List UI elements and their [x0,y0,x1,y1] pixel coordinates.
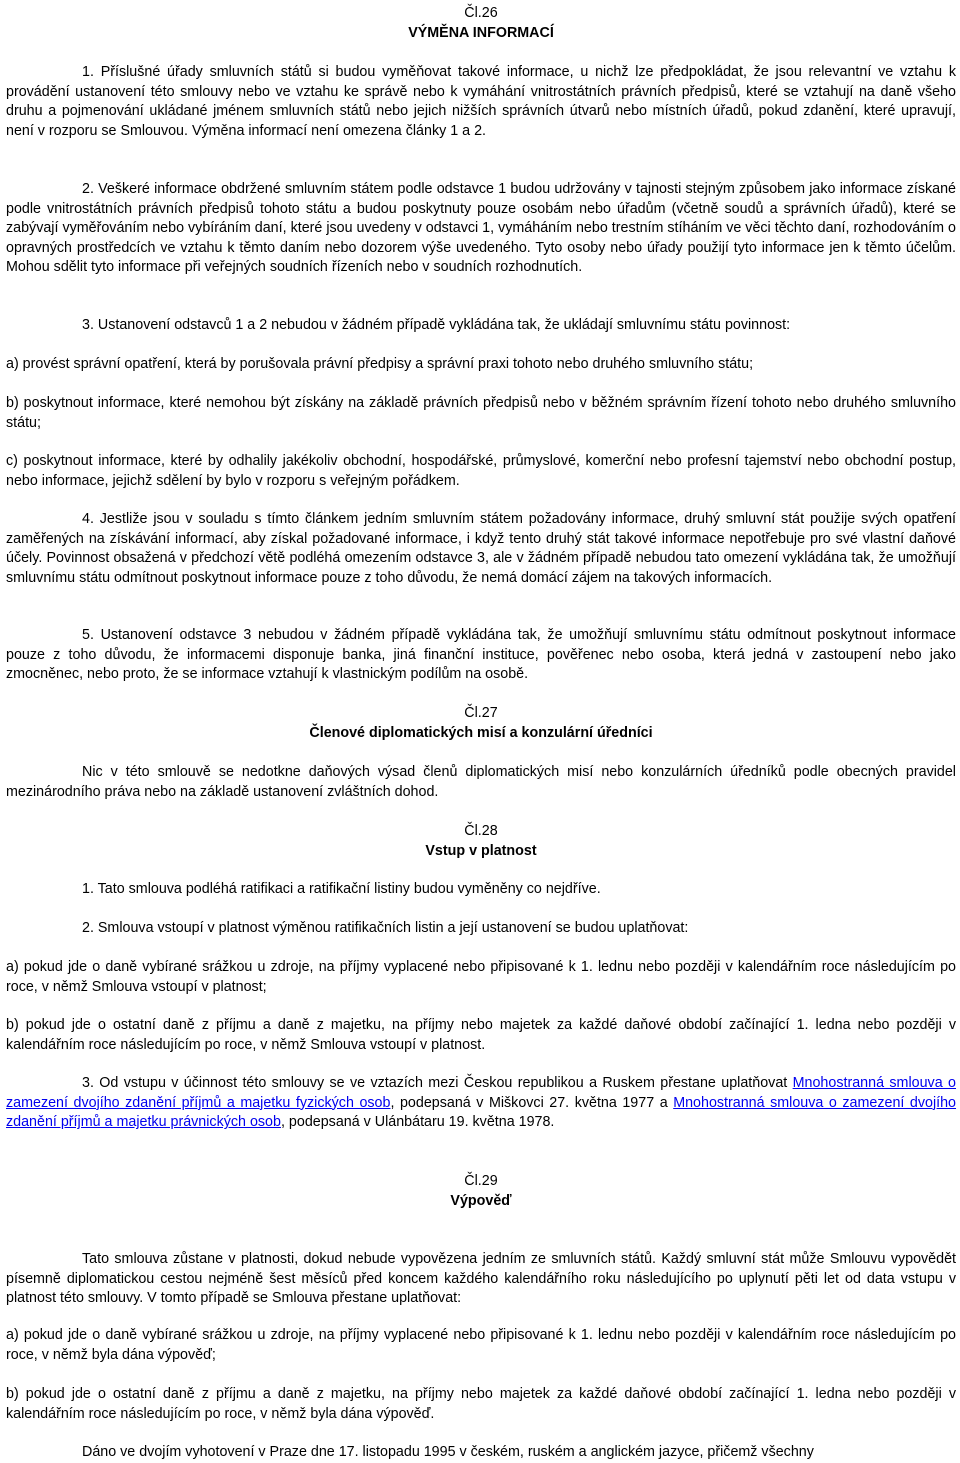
article-26-heading [6,4,956,43]
closing-line: Dáno ve dvojím vyhotovení v Praze dne 17. listopadu 1995 v českém, ruském a anglickém jazyce, přičemž všechny [82,1444,814,1460]
paragraph: Nic v této smlouvě se nedotkne daňových výsad členů diplomatických misí nebo konzulárních úředníků podle obecných pravidel mezinárodního práva nebo na základě ustanovení zvláštních dohod. [6,764,956,800]
text-segment: , podepsaná v Ulánbátaru 19. května 1978. [280,1114,555,1131]
paragraph: 2. Smlouva vstoupí v platnost výměnou ratifikačních listin a její ustanovení se budou uplatňovat: [82,920,689,936]
article-29-heading [6,1172,956,1211]
paragraph [6,1074,956,1133]
paragraph: 1. Příslušné úřady smluvních států si budou vyměňovat takové informace, u nichž lze předpokládat, že jsou relevantní ve vztahu k provádění ustanovení této smlouvy nebo ve vztahu ke správě nebo k vymáhání vnitrostátních právních předpisů, které se vztahují na daně všeho druhu a pojmenování ukládané jménem smluvních států nebo jejich nižších správních útvarů nebo místních úřadů, pokud zdanění, které upravují, není v rozporu se Smlouvou. Výměna informací není omezena články 1 a 2. [6,64,956,139]
paragraph: b) poskytnout informace, které nemohou být získány na základě právních předpisů nebo v běžném správním řízení tohoto nebo druhého smluvního státu; [6,395,956,431]
paragraph: b) pokud jde o ostatní daně z příjmu a daně z majetku, na příjmy nebo majetek za každé daňové období začínající 1. ledna nebo později v kalendářním roce následujícím po roce, v němž byla dána výpověď. [6,1386,956,1422]
article-27-heading [6,704,956,743]
article-title: Členové diplomatických misí a konzulární úředníci [309,724,653,741]
article-title: VÝMĚNA INFORMACÍ [408,24,554,41]
article-28-heading [6,822,956,861]
article-number: Čl.29 [464,1173,498,1189]
paragraph: b) pokud jde o ostatní daně z příjmu a daně z majetku, na příjmy nebo majetek za každé daňové období začínající 1. ledna nebo později v kalendářním roce následujícím po roce, v němž Smlouva vstoupí v platnost. [6,1017,956,1053]
article-number: Čl.28 [464,823,498,839]
text-segment: 3. Od vstupu v účinnost této smlouvy se ve vztazích mezi Českou republikou a Ruskem přestane uplatňovat [82,1075,793,1091]
paragraph: 1. Tato smlouva podléhá ratifikaci a ratifikační listiny budou vyměněny co nejdříve. [82,881,601,897]
paragraph: 5. Ustanovení odstavce 3 nebudou v žádném případě vykládána tak, že umožňují smluvnímu státu odmítnout poskytnout informace pouze z toho důvodu, že informacemi disponuje banka, jiná finanční instituce, pověřenec nebo osoba, která jedná v zastoupení nebo jako zmocněnec, nebo proto, že se informace vztahují k vlastnickým podílům na osobě. [6,627,956,683]
paragraph: 3. Ustanovení odstavců 1 a 2 nebudou v žádném případě vykládána tak, že ukládají smluvnímu státu povinnost: [82,317,791,333]
text-segment: , podepsaná v Miškovci 27. května 1977 a [390,1094,674,1111]
article-title: Vstup v platnost [425,842,537,859]
article-number: Čl.27 [464,705,498,721]
article-title: Výpověď [450,1192,512,1209]
paragraph: 2. Veškeré informace obdržené smluvním státem podle odstavce 1 budou udržovány v tajnosti stejným způsobem jako informace získané podle vnitrostátních právních předpisů tohoto státu a budou poskytnuty pouze osobám nebo úřadům (včetně soudů a správních úřadů), které se zabývají vyměřováním nebo vybíráním daní, které jsou uvedeny v odstavci 1, vymáháním nebo trestním stíháním ve věci těchto daní, rozhodováním o opravných prostředcích ve vztahu k těmto daním nebo dozorem výše uvedeného. Tyto osoby nebo úřady použijí tyto informace jen k těmto účelům. Mohou sdělit tyto informace při veřejných soudních řízeních nebo v soudních rozhodnutích. [6,181,956,276]
paragraph: a) provést správní opatření, která by porušovala právní předpisy a správní praxi tohoto nebo druhého smluvního státu; [6,356,754,372]
article-number: Čl.26 [464,5,498,21]
treaty-link-legal-entities[interactable]: Mnohostranná smlouva o zamezení dvojího zdanění příjmů a majetku právnických osob [6,1094,957,1131]
paragraph: Tato smlouva zůstane v platnosti, dokud nebude vypovězena jedním ze smluvních států. Každý smluvní stát může Smlouvu vypovědět písemně diplomatickou cestou nejméně šest měsíců před koncem každého kalendářního roku následujícího po uplynutí pěti let od data vstupu v platnost této smlouvy. V tomto případě se Smlouva přestane uplatňovat: [6,1251,956,1307]
paragraph: a) pokud jde o daně vybírané srážkou u zdroje, na příjmy vyplacené nebo připisované k 1. lednu nebo později v kalendářním roce následujícím po roce, v němž byla dána výpověď; [6,1327,956,1363]
treaty-link-individuals[interactable]: Mnohostranná smlouva o zamezení dvojího zdanění příjmů a majetku fyzických osob [6,1075,956,1111]
paragraph: 4. Jestliže jsou v souladu s tímto článkem jedním smluvním státem požadovány informace, druhý smluvní stát použije svých opatření zaměřených na získávání informací, aby získal požadované informace, i když tento druhý stát takové informace nepotřebuje pro své vlastní daňové účely. Povinnost obsažená v předchozí větě podléhá omezením odstavce 3, ale v žádném případě nebudou tato omezení vykládána tak, že umožňují smluvnímu státu odmítnout poskytnout informace pouze z toho důvodu, že nemá domácí zájem na takových informacích. [6,511,956,586]
paragraph: c) poskytnout informace, které by odhalily jakékoliv obchodní, hospodářské, průmyslové, komerční nebo profesní tajemství nebo obchodní postup, nebo informace, jejichž sdělení by bylo v rozporu s veřejným pořádkem. [6,453,956,489]
paragraph: a) pokud jde o daně vybírané srážkou u zdroje, na příjmy vyplacené nebo připisované k 1. lednu nebo později v kalendářním roce následujícím po roce, v němž Smlouva vstoupí v platnost; [6,959,956,995]
